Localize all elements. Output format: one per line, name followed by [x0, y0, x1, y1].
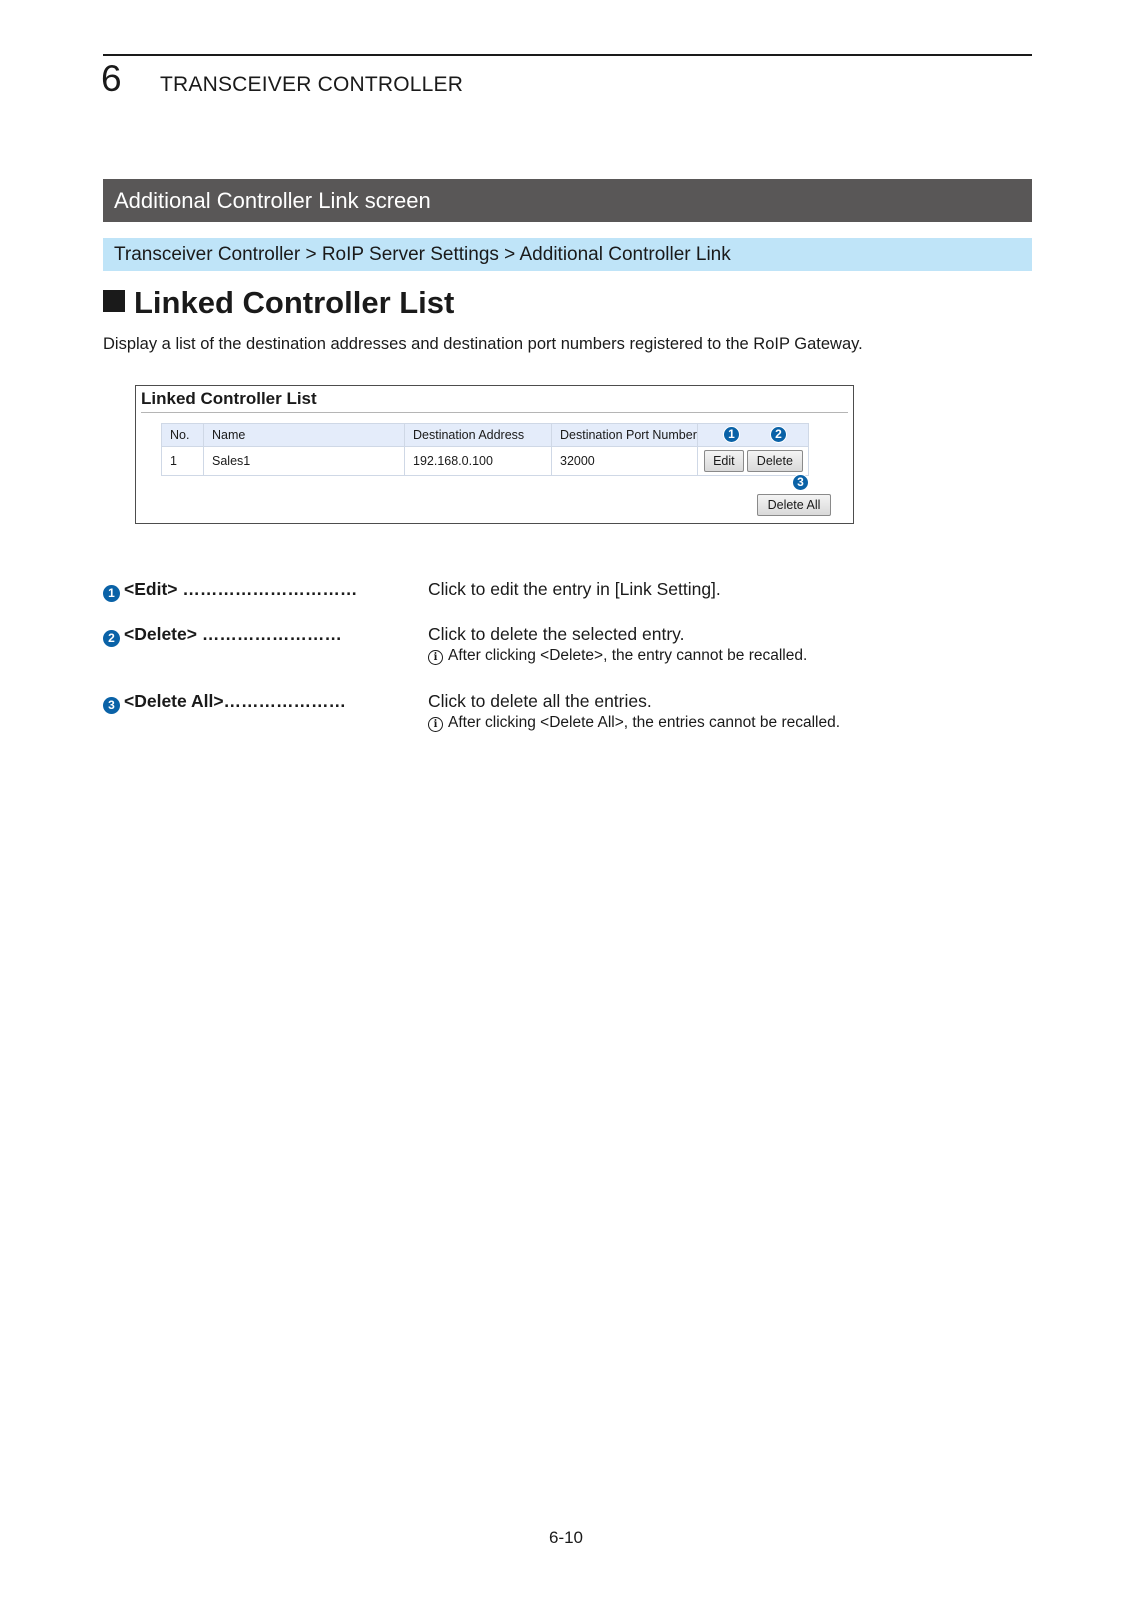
- callout-marker-3: 3: [103, 697, 120, 714]
- note-text: After clicking <Delete>, the entry cannot be recalled.: [448, 647, 808, 664]
- page-number: 6-10: [548, 1528, 584, 1547]
- description-note: [428, 646, 807, 666]
- column-header-address: Destination Address: [405, 424, 552, 447]
- callout-marker-2: 2: [103, 630, 120, 647]
- delete-all-button[interactable]: Delete All: [757, 494, 831, 516]
- breadcrumb: [103, 238, 1032, 271]
- column-header-name: Name: [204, 424, 405, 447]
- leader-dots: …………………………: [182, 579, 358, 599]
- description-label: [103, 622, 368, 647]
- top-rule: [103, 54, 1032, 56]
- linked-controller-table: [161, 423, 809, 476]
- cell-port: 32000: [552, 447, 698, 476]
- column-header-port: Destination Port Number: [552, 424, 698, 447]
- info-icon: i: [428, 650, 443, 665]
- column-header-no: No.: [162, 424, 204, 447]
- cell-no: 1: [162, 447, 204, 476]
- description-text: Click to delete all the entries.: [428, 691, 652, 711]
- description-text: Click to edit the entry in [Link Setting].: [428, 579, 721, 599]
- leader-dots: …………………: [223, 691, 347, 711]
- callout-marker-3: 3: [792, 474, 809, 491]
- edit-button[interactable]: Edit: [704, 450, 744, 472]
- breadcrumb-text: Transceiver Controller > RoIP Server Settings > Additional Controller Link: [114, 244, 731, 265]
- chapter-title: TRANSCEIVER CONTROLLER: [160, 73, 464, 96]
- heading-text: Linked Controller List: [134, 285, 455, 320]
- label-text: <Edit>: [124, 579, 178, 599]
- description-label: [103, 689, 368, 714]
- screenshot-panel: [135, 385, 854, 524]
- page-heading: [103, 283, 454, 323]
- description-text: Click to delete the selected entry.: [428, 624, 685, 644]
- label-text: <Delete>: [124, 624, 197, 644]
- column-header-actions: [697, 424, 808, 447]
- callout-marker-1: 1: [103, 585, 120, 602]
- description-note: [428, 713, 840, 733]
- description-label: [103, 577, 368, 602]
- callout-marker-1: 1: [723, 426, 740, 443]
- delete-button[interactable]: Delete: [747, 450, 803, 472]
- panel-title: Linked Controller List: [141, 389, 317, 408]
- table-header-row: [162, 424, 809, 447]
- callout-marker-2: 2: [770, 426, 787, 443]
- info-icon: i: [428, 717, 443, 732]
- table-row: [162, 447, 809, 476]
- intro-text: Display a list of the destination addresses and destination port numbers registered to the RoIP Gateway.: [103, 335, 863, 353]
- chapter-number: 6: [101, 58, 122, 99]
- section-title-bar: [103, 179, 1032, 222]
- label-text: <Delete All>: [124, 691, 224, 711]
- section-title: Additional Controller Link screen: [114, 188, 431, 213]
- cell-address: 192.168.0.100: [405, 447, 552, 476]
- leader-dots: ……………………: [201, 624, 342, 644]
- square-bullet-icon: [103, 290, 125, 312]
- note-text: After clicking <Delete All>, the entries cannot be recalled.: [448, 714, 841, 731]
- cell-actions: [697, 447, 808, 476]
- cell-name: Sales1: [204, 447, 405, 476]
- panel-divider: [141, 412, 848, 413]
